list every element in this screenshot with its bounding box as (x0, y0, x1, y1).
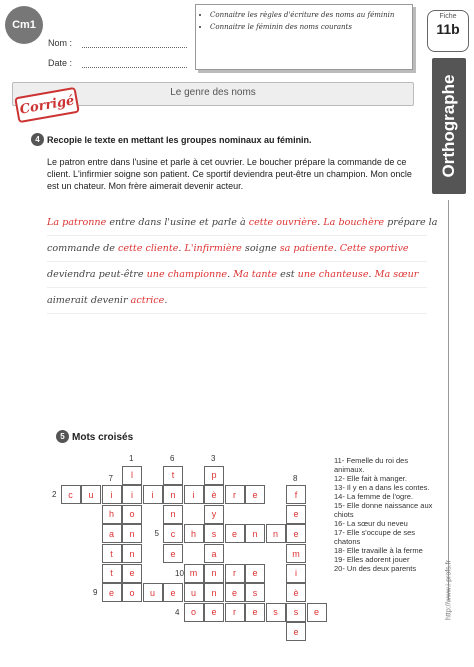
corrected-word: sa patiente (279, 243, 334, 254)
fiche-number: 11b (436, 21, 460, 37)
crossword-cell[interactable]: n (122, 544, 142, 563)
crossword-word-number: 1 (129, 454, 134, 463)
crossword-word-number: 6 (170, 454, 175, 463)
crossword-word-number: 3 (211, 454, 216, 463)
page-title: Le genre des noms (170, 87, 256, 98)
crossword-cell[interactable]: e (286, 505, 306, 524)
crossword-cell[interactable]: n (204, 564, 224, 583)
crossword-cell[interactable]: n (163, 505, 183, 524)
corrected-word: Ma sœur (374, 269, 419, 280)
clue-item: 17- Elle s'occupe de ses chatons (334, 528, 416, 546)
exercise-title: Mots croisés (72, 432, 134, 443)
crossword-cell[interactable]: è (286, 583, 306, 602)
date-label: Date : (48, 58, 73, 68)
answer-segment: est (277, 269, 298, 280)
crossword-cell[interactable]: è (204, 485, 224, 504)
clue-item: 12- Elle fait à manger. (334, 474, 407, 483)
answer-line (47, 262, 427, 288)
crossword-cell[interactable]: t (102, 544, 122, 563)
crossword-cell[interactable]: l (122, 466, 142, 485)
crossword-cell[interactable]: i (143, 485, 163, 504)
answer-segment: prépare la (384, 217, 438, 228)
subject-sidebar (432, 58, 466, 194)
corrected-word: une chanteuse (297, 269, 369, 280)
crossword-cell[interactable]: e (245, 485, 265, 504)
corrected-word: une championne (146, 269, 228, 280)
crossword-cell[interactable]: o (122, 505, 142, 524)
crossword-cell[interactable]: r (225, 603, 245, 622)
crossword-cell[interactable]: u (184, 583, 204, 602)
clue-item: 19- Elles adorent jouer (334, 555, 410, 564)
corrected-word: La patronne (47, 217, 107, 228)
crossword-word-number: 5 (154, 529, 159, 539)
crossword-cell[interactable]: c (163, 524, 183, 543)
clue-item: 20- Un des deux parents (334, 564, 417, 573)
level-badge (5, 6, 43, 44)
objective-item: • Connaitre les règles d'écriture des noms au féminin (210, 10, 406, 20)
crossword-cell[interactable]: y (204, 505, 224, 524)
corrected-word: Cette sportive (339, 243, 409, 254)
subject-label: Orthographe (439, 74, 458, 178)
crossword-cell[interactable]: e (245, 603, 265, 622)
crossword-cell[interactable]: e (122, 564, 142, 583)
objective-item: • Connaitre le féminin des noms courants (210, 22, 406, 32)
exercise-number: 5 (56, 430, 69, 443)
corrected-word: Ma tante (233, 269, 278, 280)
crossword-cell[interactable]: s (266, 603, 286, 622)
answer-segment: aimerait devenir (47, 295, 131, 306)
answer-segment: deviendra peut-être (47, 269, 147, 280)
crossword-cell[interactable]: f (286, 485, 306, 504)
crossword-cell[interactable]: n (163, 485, 183, 504)
crossword-cell[interactable]: s (204, 524, 224, 543)
clue-item: 13- Il y en a dans les contes. (334, 483, 430, 492)
clue-item: 14- La femme de l'ogre. (334, 492, 413, 501)
fiche-label: Fiche (439, 13, 457, 20)
footer-url-text: http://www.i-profs.fr (445, 560, 453, 620)
answer-segment: . (317, 217, 324, 228)
crossword-cell[interactable]: n (245, 524, 265, 543)
crossword-cell[interactable]: i (122, 485, 142, 504)
answer-segment: entre dans l'usine et parle à (106, 217, 249, 228)
corrected-word: actrice (130, 295, 165, 306)
crossword-cell[interactable]: t (163, 466, 183, 485)
crossword-cell[interactable]: m (184, 564, 204, 583)
answer-segment: commande de (47, 243, 118, 254)
crossword-cell[interactable]: e (286, 524, 306, 543)
crossword-cell[interactable]: e (163, 544, 183, 563)
crossword-cell[interactable]: e (102, 583, 122, 602)
crossword-cell[interactable]: n (266, 524, 286, 543)
crossword-cell[interactable]: t (102, 564, 122, 583)
crossword-word-number: 4 (175, 607, 180, 617)
crossword-cell[interactable]: m (286, 544, 306, 563)
crossword-word-number: 8 (293, 473, 298, 483)
corrected-word: La bouchère (323, 217, 385, 228)
crossword-word-number: 2 (52, 490, 57, 500)
crossword-cell[interactable]: a (102, 524, 122, 543)
stamp-text: Corrigé (18, 92, 76, 118)
answer-text (47, 210, 438, 314)
source-text: Le patron entre dans l'usine et parle à cet ouvrier. Le boucher prépare la commande de ce client. L'infirmier soigne son patient. Ce sportif deviendra peut-être un champion. Mon oncle est un chateur. Mon frère aimerait devenir acteur. (47, 157, 412, 191)
crossword-cell[interactable]: p (204, 466, 224, 485)
answer-line (47, 210, 438, 236)
clue-item: 15- Elle donne naissance aux chiots (334, 501, 433, 519)
objectives-box (195, 4, 413, 70)
clue-list (334, 456, 439, 573)
answer-line (47, 236, 427, 262)
corrected-word: cette ouvrière (248, 217, 318, 228)
date-field[interactable] (82, 58, 187, 68)
crossword-cell[interactable]: a (204, 544, 224, 563)
crossword-cell[interactable]: s (245, 583, 265, 602)
crossword-cell[interactable]: n (122, 524, 142, 543)
name-field[interactable] (82, 38, 187, 48)
crossword-cell[interactable]: i (184, 485, 204, 504)
crossword-cell[interactable]: e (286, 622, 306, 641)
answer-segment: . (227, 269, 234, 280)
corrected-word: L'infirmière (184, 243, 242, 254)
crossword-word-number: 7 (108, 473, 113, 483)
answer-segment: . (368, 269, 375, 280)
crossword-cell[interactable]: u (81, 485, 101, 504)
clue-item: 11- Femelle du roi des animaux. (334, 456, 409, 474)
crossword-cell[interactable]: s (286, 603, 306, 622)
crossword-cell[interactable]: i (102, 485, 122, 504)
crossword-word-number: 9 (93, 588, 98, 598)
answer-segment: . (333, 243, 340, 254)
crossword-cell[interactable]: e (225, 524, 245, 543)
exercise-instruction: Recopie le texte en mettant les groupes nominaux au féminin. (47, 135, 312, 145)
crossword-cell[interactable]: r (225, 485, 245, 504)
crossword-cell[interactable]: e (307, 603, 327, 622)
answer-line (47, 288, 427, 314)
clue-item: 18- Elle travaille à la ferme (334, 546, 423, 555)
answer-segment: . (164, 295, 168, 306)
crossword-cell[interactable]: h (184, 524, 204, 543)
answer-segment: soigne (241, 243, 280, 254)
footer-url (442, 520, 456, 660)
crossword-cell[interactable]: e (245, 564, 265, 583)
fiche-badge (427, 10, 469, 52)
crossword-cell[interactable]: u (143, 583, 163, 602)
corrected-word: cette cliente (117, 243, 179, 254)
crossword-cell[interactable]: o (122, 583, 142, 602)
crossword-cell[interactable]: n (204, 583, 224, 602)
crossword-word-number: 10 (175, 568, 184, 578)
crossword-cell[interactable]: r (225, 564, 245, 583)
crossword-cell[interactable]: c (61, 485, 81, 504)
clue-item: 16- La sœur du neveu (334, 519, 408, 528)
answer-segment: . (178, 243, 185, 254)
crossword-cell[interactable]: e (225, 583, 245, 602)
crossword-cell[interactable]: e (204, 603, 224, 622)
crossword-cell[interactable]: h (102, 505, 122, 524)
crossword-cell[interactable]: e (163, 583, 183, 602)
name-label: Nom : (48, 38, 73, 48)
level-badge-text: Cm1 (12, 19, 36, 31)
crossword-cell[interactable]: o (184, 603, 204, 622)
exercise-number: 4 (31, 133, 44, 146)
crossword-cell[interactable]: i (286, 564, 306, 583)
